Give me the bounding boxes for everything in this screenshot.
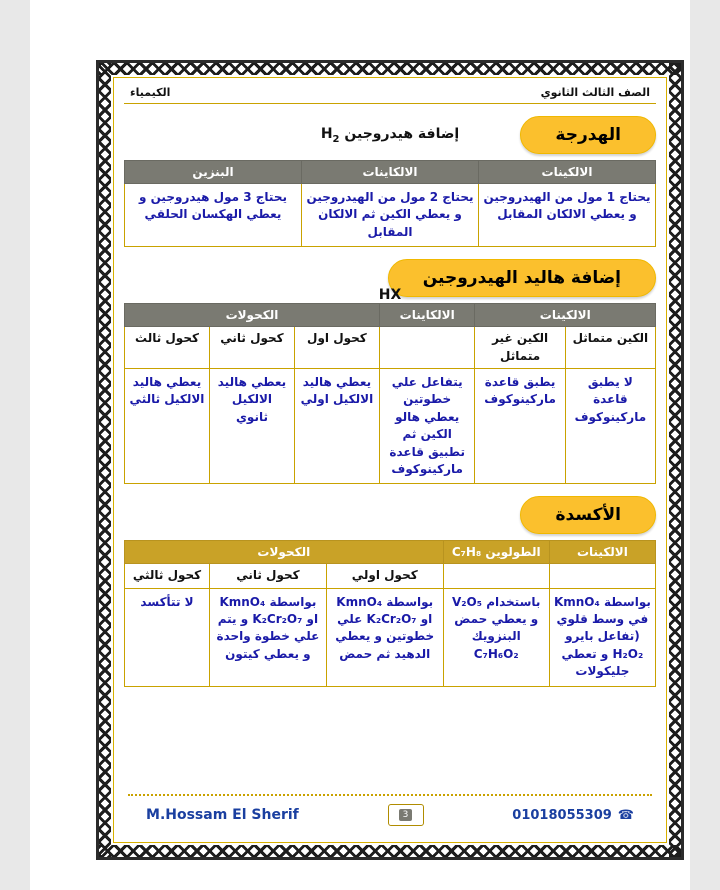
subcol-primary-alcohol: كحول اول: [294, 327, 379, 369]
subcol-symmetric-alkene: الكين متماثل: [565, 327, 655, 369]
col-alkynes: الالكاينات: [302, 161, 479, 184]
cell-secondary-alcohol: بواسطة KmnO₄ او K₂Cr₂O₇ و يتم علي خطوة واحدة و يعطي كيتون: [210, 588, 327, 686]
frame-border-top: [99, 63, 681, 75]
worksheet-frame: [96, 60, 684, 860]
section-formula-hx: [124, 287, 656, 303]
col-alcohols: الكحولات: [125, 541, 444, 564]
table-subheader-row: [125, 564, 656, 588]
formula-symbol: HX: [378, 287, 402, 304]
col-alkenes: الالكينات: [479, 161, 656, 184]
table-header-row: [125, 541, 656, 564]
formula-symbol: H: [320, 126, 333, 142]
section-oxidation: [124, 494, 656, 686]
cell-benzene: يحتاج 3 مول هيدروجين و يعطي الهكسان الحلقي: [125, 184, 302, 247]
formula-subscript: 2: [332, 133, 340, 145]
document-page: [30, 0, 690, 890]
section-badge-hx-addition: إضافة هاليد الهيدروجين: [388, 259, 656, 297]
table-hydrogenation: [124, 160, 656, 247]
author-name: M.Hossam El Sherif: [146, 807, 299, 823]
table-oxidation: [124, 540, 656, 686]
table-hx-addition: [124, 303, 656, 484]
table-row: [125, 184, 656, 247]
table-header-row: [125, 304, 656, 327]
page-number-box: [388, 804, 424, 826]
cell-alkyne: يتفاعل علي خطوتين يعطي هالو الكين ثم تطبيق قاعدة ماركينوكوف: [379, 368, 475, 483]
phone-number: 01018055309: [512, 807, 612, 823]
page-header: [124, 84, 656, 104]
cell-alkenes: بواسطة KmnO₄ في وسط قلوي (تفاعل بايرو H₂O₂ و تعطي جليكولات: [549, 588, 655, 686]
col-alkenes: الالكينات: [549, 541, 655, 564]
frame-border-left: [99, 63, 111, 857]
col-alcohols: الكحولات: [125, 304, 380, 327]
table-row: [125, 588, 656, 686]
cell-tertiary-alcohol: لا تتأكسد: [125, 588, 210, 686]
section-title-row: [124, 257, 656, 304]
header-grade-label: الصف الثالث الثانوي: [540, 86, 650, 99]
section-hydrogenation: [124, 114, 656, 247]
cell-alkenes: يحتاج 1 مول من الهيدروجين و يعطي الالكان المقابل: [479, 184, 656, 247]
col-toluene: الطولوين C₇H₈: [443, 541, 549, 564]
formula-text: إضافة هيدروجين: [344, 126, 460, 142]
frame-border-bottom: [99, 845, 681, 857]
cell-primary-alcohol: بواسطة KmnO₄ او K₂Cr₂O₇ علي خطوتين و يعطي الدهيد ثم حمض: [326, 588, 443, 686]
col-benzene: البنزين: [125, 161, 302, 184]
subcol-alkyne: [379, 327, 475, 369]
subcol-tertiary-alcohol: كحول ثالث: [125, 327, 210, 369]
worksheet-content: [113, 77, 667, 843]
frame-border-right: [669, 63, 681, 857]
subcol-secondary-alcohol: كحول ثاني: [210, 564, 327, 588]
header-subject-label: الكيمياء: [130, 86, 171, 99]
page-number: 3: [399, 809, 413, 821]
table-row: [125, 368, 656, 483]
col-alkenes: الالكينات: [475, 304, 656, 327]
subcol-asymmetric-alkene: الكين غير متماثل: [475, 327, 565, 369]
cell-primary-alcohol: يعطي هاليد الالكيل اولي: [294, 368, 379, 483]
subcol-secondary-alcohol: كحول ثاني: [209, 327, 294, 369]
cell-tertiary-alcohol: يعطي هاليد الالكيل ثالثي: [125, 368, 210, 483]
section-title-row: [124, 114, 656, 156]
cell-alkynes: يحتاج 2 مول من الهيدروجين و يعطي الكين ثم الالكان المقابل: [302, 184, 479, 247]
col-alkynes: الالكاينات: [379, 304, 475, 327]
table-subheader-row: [125, 327, 656, 369]
page-footer: [128, 794, 652, 826]
subcol-alkenes: [549, 564, 655, 588]
subcol-toluene: [443, 564, 549, 588]
cell-asymmetric-alkene: يطبق قاعدة ماركينوكوف: [475, 368, 565, 483]
contact-phone: [512, 808, 634, 823]
cell-secondary-alcohol: يعطي هاليد الالكيل ثانوي: [209, 368, 294, 483]
table-header-row: [125, 161, 656, 184]
section-title-row: [124, 494, 656, 536]
section-hx-addition: [124, 257, 656, 484]
section-badge-oxidation: الأكسدة: [520, 496, 656, 534]
cell-toluene: باستخدام V₂O₅ و يعطي حمض البنزويك C₇H₆O₂: [443, 588, 549, 686]
cell-symmetric-alkene: لا يطبق قاعدة ماركينوكوف: [565, 368, 655, 483]
phone-icon: ☎: [617, 807, 634, 823]
section-badge-hydrogenation: الهدرجة: [520, 116, 656, 154]
subcol-tertiary-alcohol: كحول ثالثي: [125, 564, 210, 588]
subcol-primary-alcohol: كحول اولي: [326, 564, 443, 588]
section-formula-hydrogenation: [124, 126, 656, 145]
